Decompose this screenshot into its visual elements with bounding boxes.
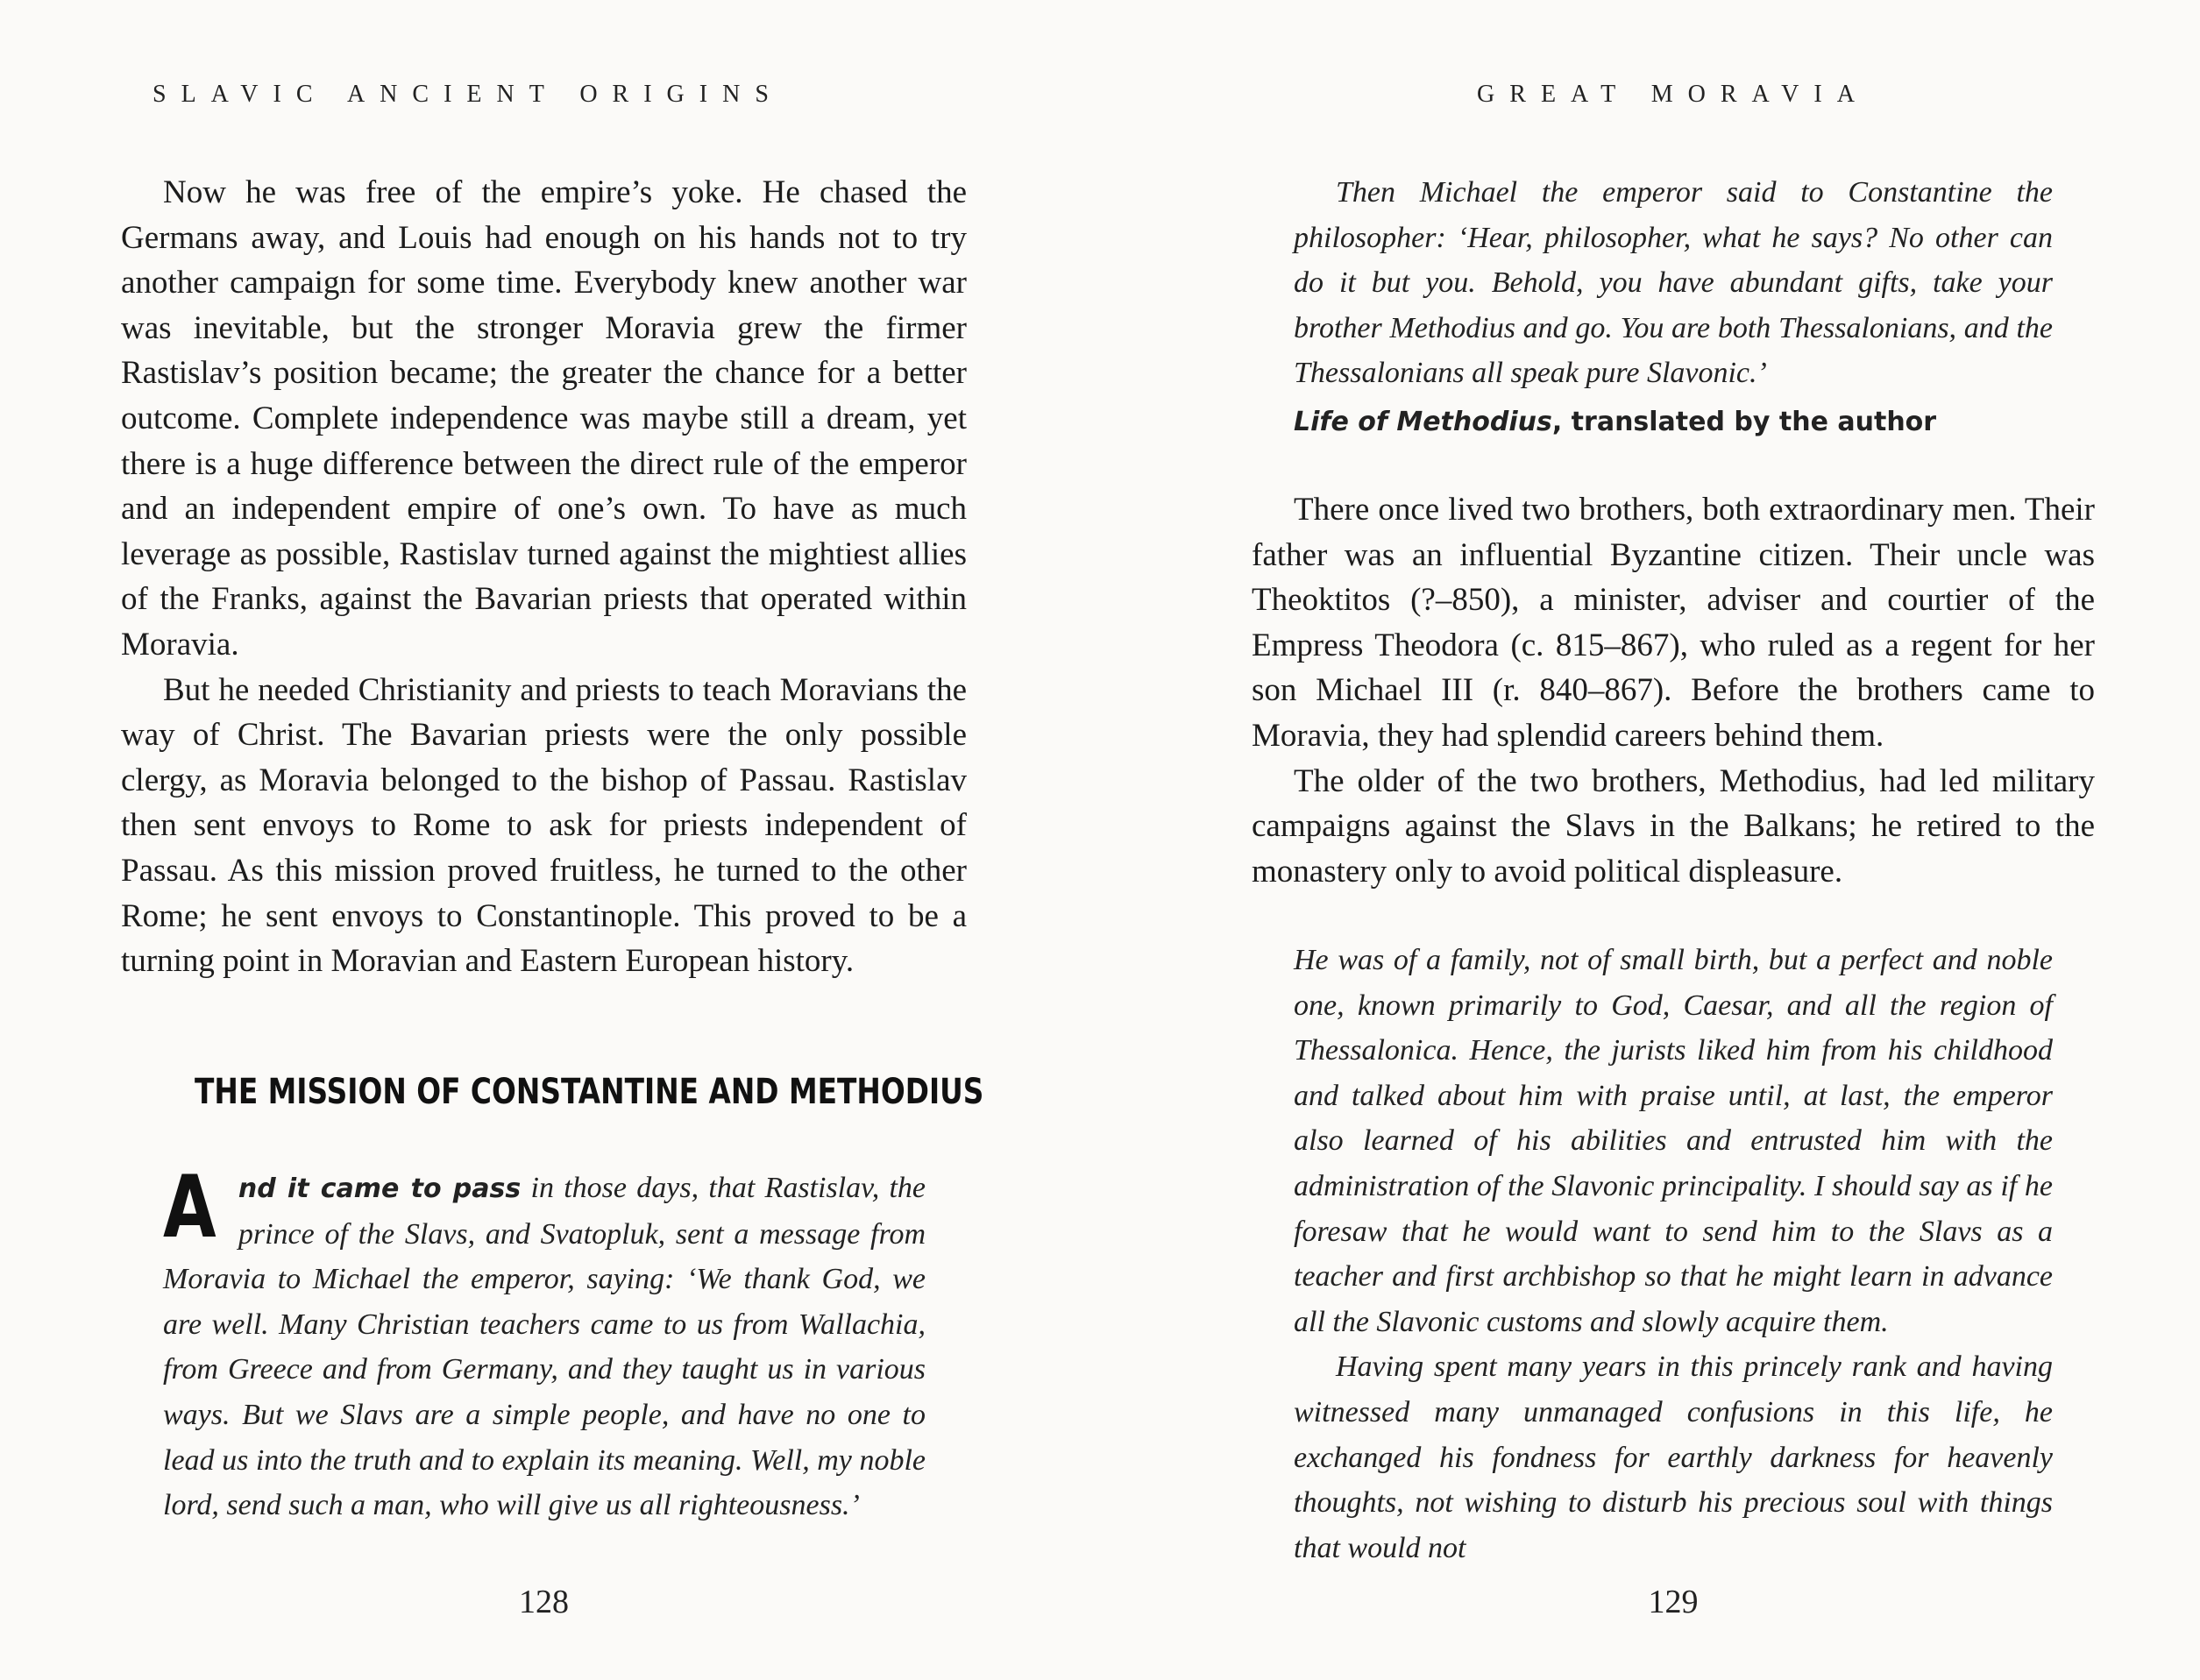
quote-paragraph: He was of a family, not of small birth, but a perfect and noble one, known primarily to God, Caesar, and all the region of Thessalonica. Hence, the jurists liked him from his childhood and talked about him with praise until, at last, the emperor also learned of his abilities and entrusted him with the administration of the Slavonic principality. I should say as if he foresaw that he would want to send him to the Slavs as a teacher and first archbishop so that he might learn in advance all the Slavonic customs and slowly acquire them.: [1294, 944, 2053, 1338]
section-heading: THE MISSION OF CONSTANTINE AND METHODIUS: [195, 1072, 984, 1112]
quote-attribution: [1294, 400, 2053, 445]
left-page: [121, 0, 984, 1680]
quote-leadin: nd it came to pass: [238, 1173, 522, 1204]
attribution-title: Life of Methodius: [1294, 406, 1552, 437]
quote-text: Then Michael the emperor said to Constantine the philosopher: ‘Hear, philosopher, what he says? No other can do it but you. Behold, you have abundant gifts, take your brother Methodius and go. You are both Thessalonians, and the Thessalonians all speak pure Slavonic.’: [1294, 176, 2053, 390]
page-number-right: 129: [1648, 1584, 1699, 1620]
quote-text: in those days, that Rastislav, the prince of the Slavs, and Svatopluk, sent a message from Moravia to Michael the emperor, saying: ‘We thank God, we are well. Many Christian teachers came to us from Wallachia, from Greece and from Germany, and they taught us in various ways. But we Slavs are a simple people, and have no one to lead us into the truth and to explain its meaning. Well, my noble lord, send such a man, who will give us all righteousness.’: [163, 1172, 926, 1522]
paragraph: There once lived two brothers, both extraordinary men. Their father was an influential Byzantine citizen. Their uncle was Theoktitos (?–850), a minister, adviser and courtier of the Empress Theodora (c. 815–867), who ruled as a regent for her son Michael III (r. 840–867). Before the brothers came to Moravia, they had splendid careers behind them.: [1252, 492, 2095, 754]
left-body-text: [121, 170, 967, 984]
page-number-left: 128: [519, 1584, 569, 1620]
left-block-quote: [163, 1158, 926, 1528]
right-body-text: [1252, 487, 2095, 894]
right-top-quote: [1294, 170, 2053, 445]
right-page: [1252, 0, 2095, 1680]
right-bottom-quote: [1294, 938, 2053, 1570]
quote-paragraph: Having spent many years in this princely rank and having witnessed many unmanaged confusions in this life, he exchanged his fondness for earthly darkness for heavenly thoughts, not wishing to disturb his precious soul with things that would not: [1294, 1350, 2053, 1564]
running-head-right: GREAT MORAVIA: [1477, 81, 1870, 108]
paragraph: The older of the two brothers, Methodius, had led military campaigns against the Slavs in the Balkans; he retired to the monastery only to avoid political displeasure.: [1252, 762, 2095, 890]
paragraph: But he needed Christianity and priests to teach Moravians the way of Christ. The Bavarian priests were the only possible clergy, as Moravia belonged to the bishop of Passau. Rastislav then sent envoys to Rome to ask for priests independent of Passau. As this mission proved fruitless, he turned to the other Rome; he sent envoys to Constantinople. This proved to be a turning point in Moravian and Eastern European history.: [121, 671, 967, 980]
paragraph: Now he was free of the empire’s yoke. He chased the Germans away, and Louis had enough on his hands not to try another campaign for some time. Everybody knew another war was inevitable, but the stronger Moravia grew the firmer Rastislav’s position became; the greater the chance for a better outcome. Complete independence was maybe still a dream, yet there is a huge difference between the direct rule of the emperor and an independent empire of one’s own. To have as much leverage as possible, Rastislav turned against the mightiest allies of the Franks, against the Bavarian priests that operated within Moravia.: [121, 174, 967, 663]
dropcap: A: [163, 1158, 216, 1258]
running-head-left: SLAVIC ANCIENT ORIGINS: [153, 81, 784, 108]
attribution-rest: , translated by the author: [1551, 406, 1937, 437]
